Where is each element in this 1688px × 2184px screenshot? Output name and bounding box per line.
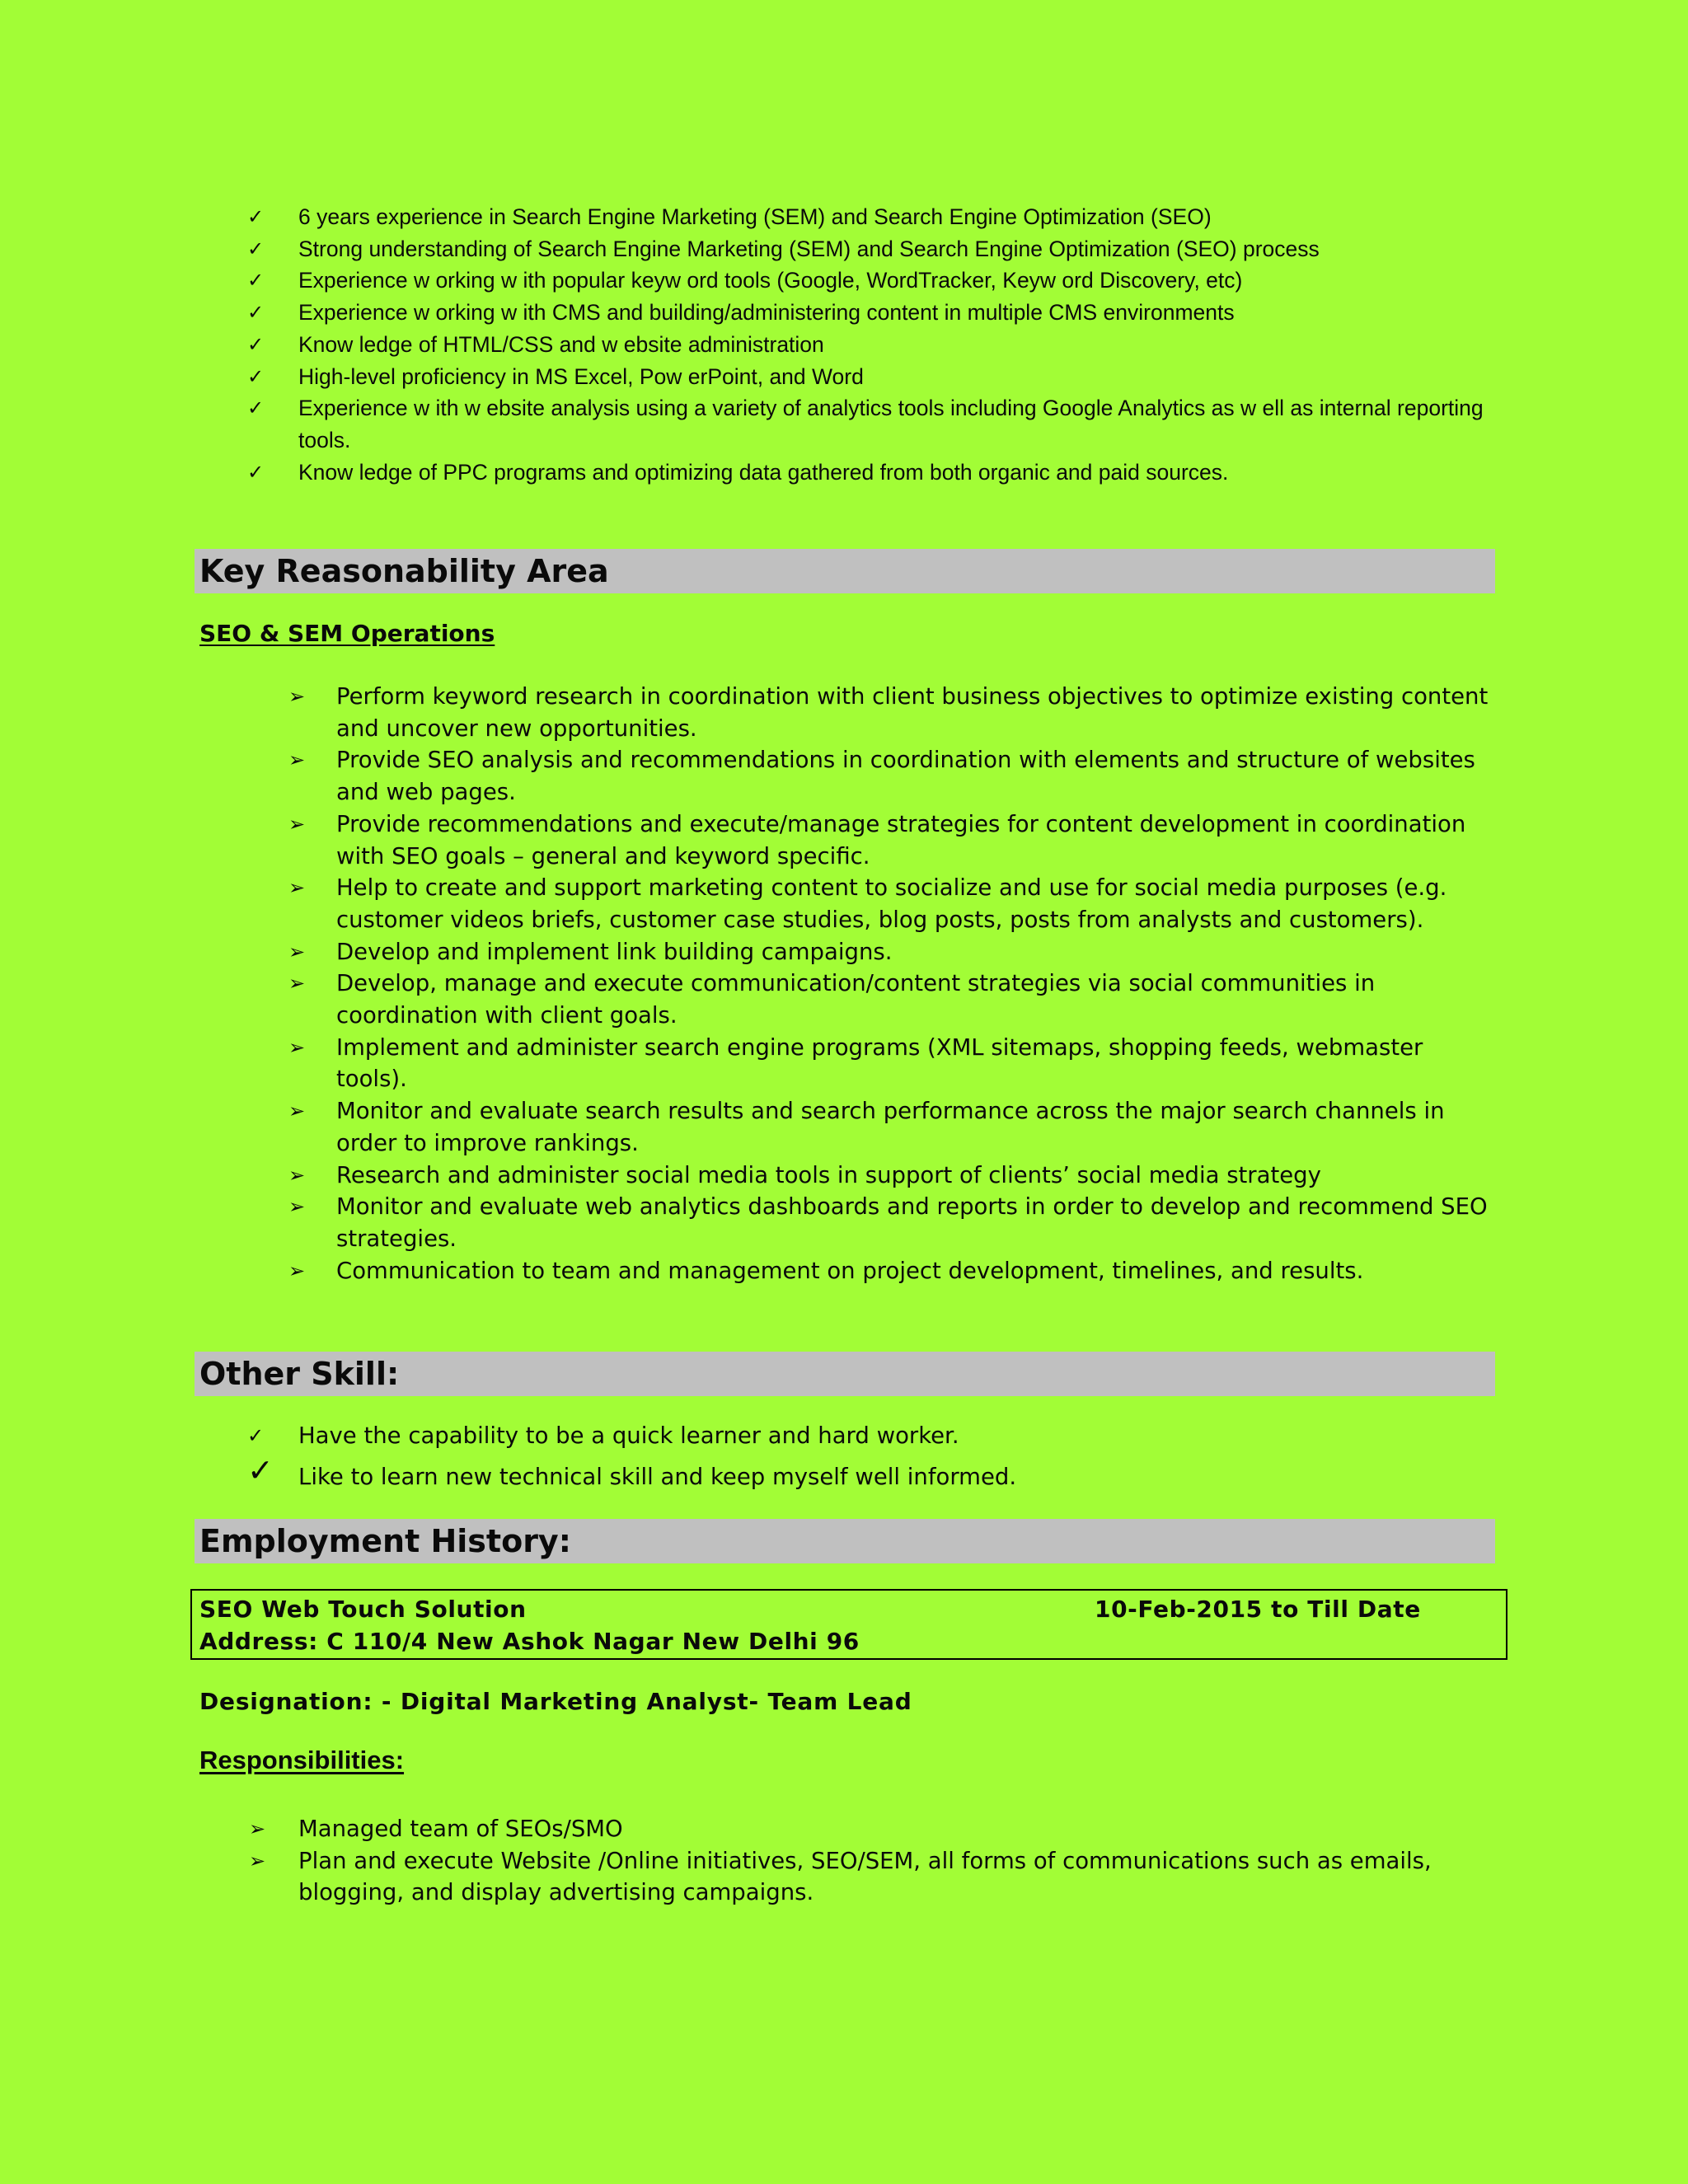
list-item: ✓ Like to learn new technical skill and keep myself well informed. [247,1452,1017,1490]
designation: Designation: - Digital Marketing Analyst- Team Lead [199,1688,912,1715]
other-skill-list [247,1420,1484,1502]
responsibilities-heading: Responsibilities: [199,1746,405,1774]
arrow-bullet-icon: ➢ [249,1817,266,1840]
list-item: ➢ Plan and execute Website /Online initiatives, SEO/SEM, all forms of communications such as emails, blogging, and display advertising campaigns. [249,1845,1502,1909]
list-item: ➢ Monitor and evaluate web analytics dashboards and reports in order to develop and recommend SEO strategies. [288,1191,1492,1254]
skill-item: ✓ Know ledge of PPC programs and optimizing data gathered from both organic and paid sources. [247,457,1484,489]
check-icon: ✓ [247,301,265,325]
arrow-bullet-icon: ➢ [288,1099,306,1123]
employment-dates: 10-Feb-2015 to Till Date [1095,1596,1421,1623]
skill-item: ✓ Experience w orking w ith popular keyw ord tools (Google, WordTracker, Keyw ord Discovery, etc) [247,265,1484,297]
responsibilities-list [249,1813,1502,1909]
list-item: ➢ Provide recommendations and execute/manage strategies for content development in coordination with SEO goals – general and keyword specific. [288,808,1492,872]
list-item: ➢ Implement and administer search engine programs (XML sitemaps, shopping feeds, webmaster tools). [288,1032,1492,1095]
list-item: ➢ Managed team of SEOs/SMO [249,1813,1502,1845]
arrow-bullet-icon: ➢ [249,1849,266,1872]
list-item: ✓ Have the capability to be a quick learner and hard worker. [247,1420,1484,1461]
list-item: ➢ Monitor and evaluate search results and search performance across the major search channels in order to improve rankings. [288,1095,1492,1159]
arrow-bullet-icon: ➢ [288,876,306,900]
check-icon: ✓ [247,205,265,228]
list-item: ➢ Perform keyword research in coordination with client business objectives to optimize existing content and uncover new opportunities. [288,681,1492,744]
check-icon: ✓ [247,237,265,260]
arrow-bullet-icon: ➢ [288,748,306,772]
arrow-bullet-icon: ➢ [288,1035,306,1059]
check-icon: ✓ [247,460,265,484]
key-area-list [288,681,1492,1286]
skill-item: ✓ Experience w orking w ith CMS and building/administering content in multiple CMS environments [247,297,1484,329]
other-skill-heading: Other Skill: [195,1352,1495,1396]
company-name: SEO Web Touch Solution [199,1596,527,1623]
skill-item: ✓ Know ledge of HTML/CSS and w ebsite administration [247,329,1484,361]
key-area-heading: Key Reasonability Area [195,549,1495,593]
skill-item: ✓ High-level proficiency in MS Excel, Pow erPoint, and Word [247,361,1484,393]
check-icon: ✓ [247,269,265,293]
check-icon: ✓ [247,1452,274,1488]
list-item: ➢ Research and administer social media tools in support of clients’ social media strategy [288,1160,1492,1192]
check-icon: ✓ [247,332,265,356]
list-item: ➢ Develop, manage and execute communication/content strategies via social communities in coordination with client goals. [288,968,1492,1031]
list-item: ➢ Develop and implement link building campaigns. [288,936,1492,968]
check-icon: ✓ [247,1424,265,1447]
skill-item: ✓ Experience w ith w ebsite analysis using a variety of analytics tools including Google Analytics as w ell as internal reporting tools. [247,392,1484,456]
arrow-bullet-icon: ➢ [288,1163,306,1187]
arrow-bullet-icon: ➢ [288,1195,306,1219]
arrow-bullet-icon: ➢ [288,685,306,708]
skill-item: ✓ 6 years experience in Search Engine Marketing (SEM) and Search Engine Optimization (SEO) [247,201,1484,233]
list-item: ➢ Communication to team and management on project development, timelines, and results. [288,1255,1492,1287]
arrow-bullet-icon: ➢ [288,972,306,996]
company-address: Address: C 110/4 New Ashok Nagar New Delhi 96 [199,1628,860,1655]
seo-sem-subheading: SEO & SEM Operations [199,620,495,647]
employer-box [190,1589,1507,1660]
list-item: ➢ Help to create and support marketing content to socialize and use for social media purposes (e.g. customer videos briefs, customer case studies, blog posts, posts from analysts and customers). [288,872,1492,935]
arrow-bullet-icon: ➢ [288,1258,306,1282]
skill-item: ✓ Strong understanding of Search Engine Marketing (SEM) and Search Engine Optimization (SEO) process [247,233,1484,265]
arrow-bullet-icon: ➢ [288,940,306,963]
check-icon: ✓ [247,396,265,420]
check-icon: ✓ [247,364,265,388]
list-item: ➢ Provide SEO analysis and recommendations in coordination with elements and structure of websites and web pages. [288,744,1492,808]
skills-list [247,201,1484,488]
employment-heading: Employment History: [195,1519,1495,1563]
arrow-bullet-icon: ➢ [288,812,306,836]
